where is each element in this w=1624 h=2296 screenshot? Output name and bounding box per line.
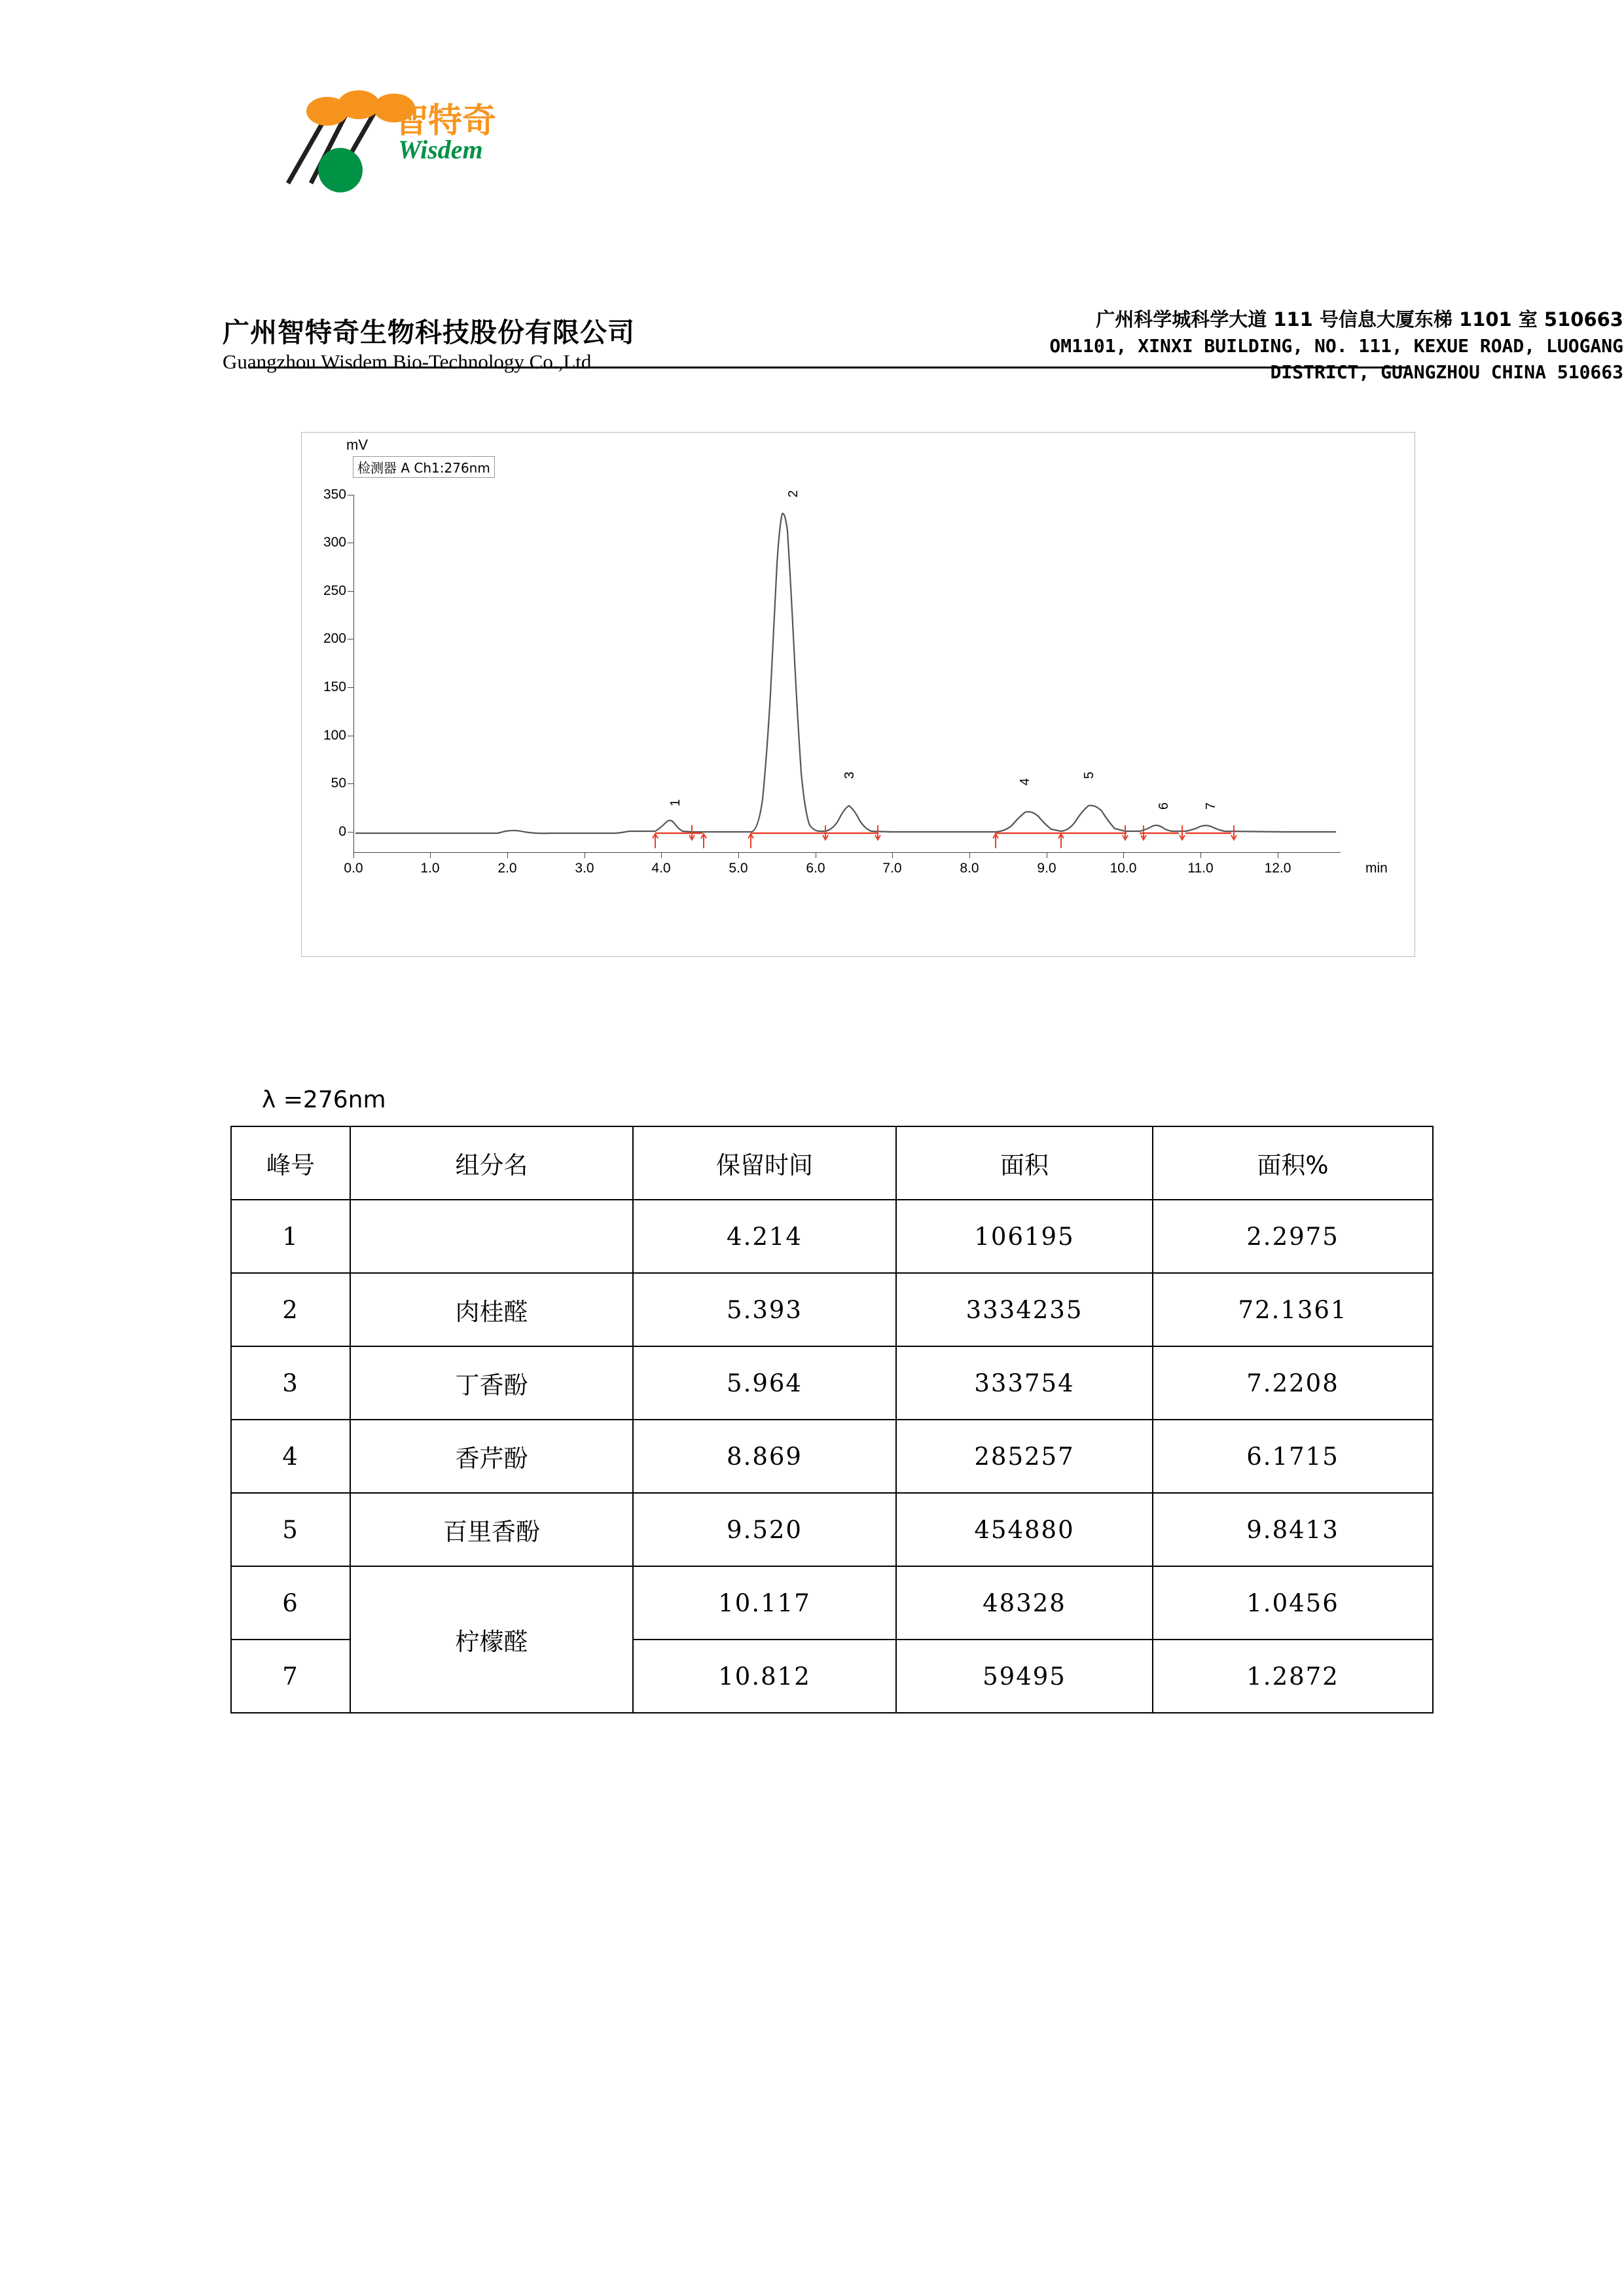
cell-peak-no: 6: [231, 1566, 350, 1640]
x-tick-11: 11.0: [1187, 861, 1214, 876]
peak-label-2: 2: [786, 490, 801, 498]
column-header-area: 面积: [896, 1126, 1153, 1200]
cell-area: 333754: [896, 1346, 1153, 1420]
cell-peak-no: 1: [231, 1200, 350, 1273]
table-header-row: [231, 1126, 1433, 1200]
x-tick-5: 5.0: [729, 861, 748, 876]
cell-area: 3334235: [896, 1273, 1153, 1346]
x-tick-0: 0.0: [344, 861, 363, 876]
table-row: [231, 1346, 1433, 1420]
peak-label-5: 5: [1082, 772, 1096, 780]
trace-legend: 检测器 A Ch1:276nm: [353, 456, 495, 478]
cell-rt: 5.393: [633, 1273, 896, 1346]
peak-label-7: 7: [1204, 802, 1218, 810]
cell-rt: 8.869: [633, 1420, 896, 1493]
cell-component: 柠檬醛: [350, 1566, 633, 1713]
cell-area-pct: 7.2208: [1153, 1346, 1433, 1420]
cell-rt: 5.964: [633, 1346, 896, 1420]
cell-rt: 10.812: [633, 1640, 896, 1713]
cell-peak-no: 5: [231, 1493, 350, 1566]
x-tick-1: 1.0: [420, 861, 440, 876]
address-line-3: DISTRICT, GUANGZHOU CHINA 510663: [1270, 361, 1623, 383]
cell-area-pct: 6.1715: [1153, 1420, 1433, 1493]
cell-component: 香芹酚: [350, 1420, 633, 1493]
y-tick-150: 150: [323, 679, 346, 694]
company-name-en: Guangzhou Wisdem Bio-Technology Co.,Ltd: [223, 350, 592, 373]
x-tick-12: 12.0: [1264, 861, 1291, 876]
address-line-2: OM1101, XINXI BUILDING, NO. 111, KEXUE ROAD, LUOGANG: [1049, 335, 1623, 357]
chromatogram-trace: [302, 433, 1415, 956]
column-header-peak-no: 峰号: [231, 1126, 350, 1200]
column-header-area-pct: 面积%: [1153, 1126, 1433, 1200]
cell-area-pct: 9.8413: [1153, 1493, 1433, 1566]
x-tick-7: 7.0: [882, 861, 902, 876]
cell-peak-no: 7: [231, 1640, 350, 1713]
column-header-rt: 保留时间: [633, 1126, 896, 1200]
y-tick-250: 250: [323, 583, 346, 598]
company-name-cn: 广州智特奇生物科技股份有限公司: [223, 317, 635, 348]
peak-label-1: 1: [668, 799, 683, 807]
peak-results-table: [230, 1126, 1434, 1713]
cell-area-pct: 72.1361: [1153, 1273, 1433, 1346]
y-tick-350: 350: [323, 487, 346, 502]
cell-component: [350, 1200, 633, 1273]
cell-component: 百里香酚: [350, 1493, 633, 1566]
table-row: [231, 1200, 1433, 1273]
chromatogram: [249, 406, 1420, 995]
x-tick-6: 6.0: [806, 861, 825, 876]
table-row: [231, 1566, 1433, 1640]
cell-rt: 10.117: [633, 1566, 896, 1640]
column-header-component: 组分名: [350, 1126, 633, 1200]
cell-area: 59495: [896, 1640, 1153, 1713]
x-tick-10: 10.0: [1110, 861, 1137, 876]
x-tick-3: 3.0: [575, 861, 594, 876]
cell-peak-no: 4: [231, 1420, 350, 1493]
y-tick-100: 100: [323, 728, 346, 743]
peak-label-6: 6: [1157, 802, 1171, 810]
peak-label-3: 3: [842, 772, 857, 780]
company-logo: [249, 79, 524, 203]
document-header: [216, 79, 1623, 383]
cell-peak-no: 2: [231, 1273, 350, 1346]
x-tick-2: 2.0: [497, 861, 517, 876]
wavelength-note: λ =276nm: [262, 1086, 386, 1113]
svg-text:Wisdem: Wisdem: [398, 135, 483, 164]
cell-area-pct: 1.0456: [1153, 1566, 1433, 1640]
cell-peak-no: 3: [231, 1346, 350, 1420]
table-row: [231, 1493, 1433, 1566]
y-axis-unit-label: mV: [346, 437, 368, 453]
cell-rt: 4.214: [633, 1200, 896, 1273]
cell-area-pct: 1.2872: [1153, 1640, 1433, 1713]
y-tick-50: 50: [331, 776, 346, 791]
cell-rt: 9.520: [633, 1493, 896, 1566]
header-divider: [249, 367, 1407, 368]
company-address: [962, 306, 1623, 386]
cell-area: 106195: [896, 1200, 1153, 1273]
y-tick-0: 0: [338, 824, 346, 839]
cell-area: 454880: [896, 1493, 1153, 1566]
x-tick-8: 8.0: [960, 861, 979, 876]
table-row: [231, 1273, 1433, 1346]
svg-text:智特奇: 智特奇: [394, 101, 497, 141]
peak-label-4: 4: [1018, 778, 1032, 786]
cell-component: 丁香酚: [350, 1346, 633, 1420]
y-tick-200: 200: [323, 631, 346, 646]
cell-area-pct: 2.2975: [1153, 1200, 1433, 1273]
x-tick-4: 4.0: [651, 861, 671, 876]
x-axis-unit-label: min: [1365, 861, 1388, 876]
x-tick-9: 9.0: [1037, 861, 1056, 876]
cell-area: 285257: [896, 1420, 1153, 1493]
address-line-1: 广州科学城科学大道 111 号信息大厦东梯 1101 室 510663: [1096, 308, 1623, 331]
y-tick-300: 300: [323, 535, 346, 550]
table-row: [231, 1420, 1433, 1493]
cell-area: 48328: [896, 1566, 1153, 1640]
cell-component: 肉桂醛: [350, 1273, 633, 1346]
